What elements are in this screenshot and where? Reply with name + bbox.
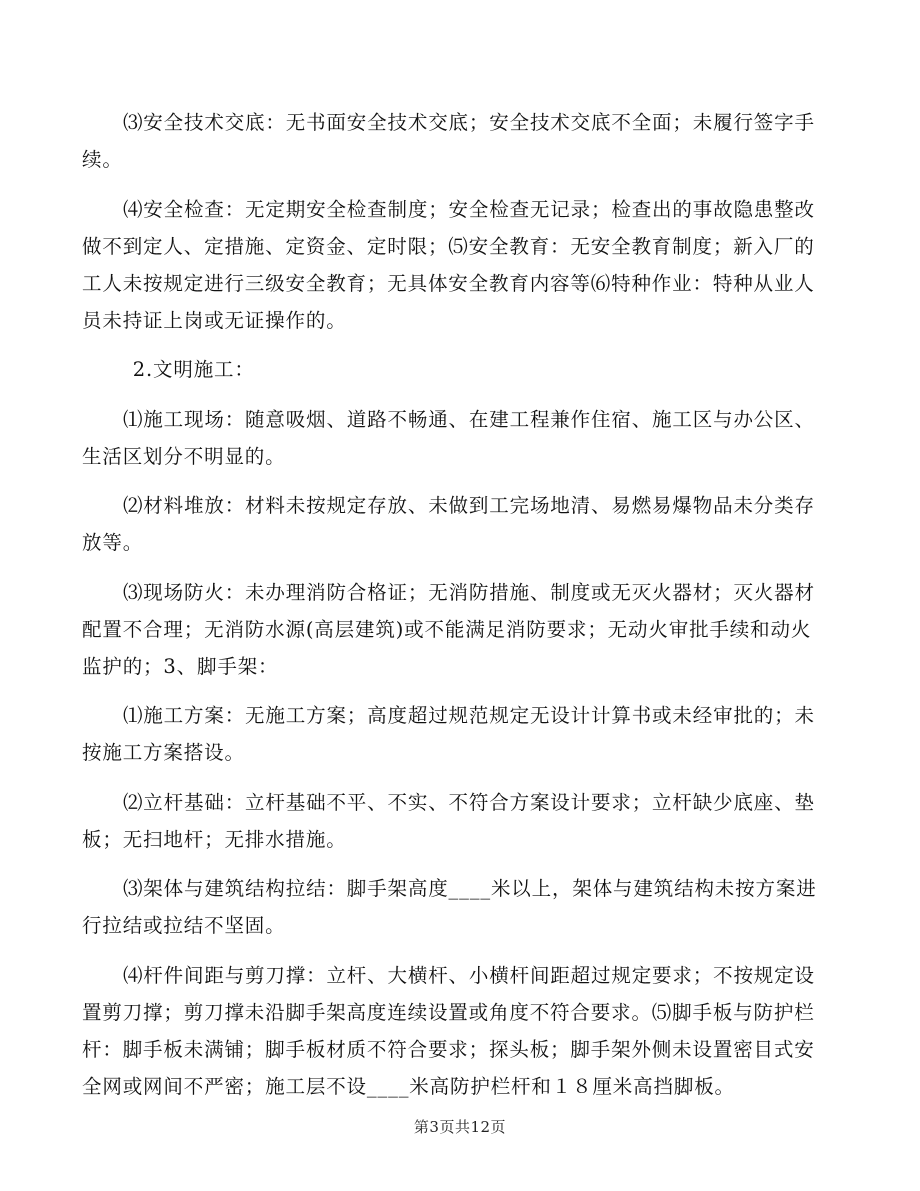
- paragraph-safety-inspection: ⑷安全检查：无定期安全检查制度；安全检查无记录；检查出的事故隐患整改做不到定人、定措施、定资金、定时限；⑸安全教育：无安全教育制度；新入厂的工人未按规定进行三级安全教育；无具体安全教育内容等⑹特种作业：特种从业人员未持证上岗或无证操作的。: [82, 197, 815, 332]
- paragraph-fire-prevention: ⑶现场防火：未办理消防合格证；无消防措施、制度或无灭火器材；灭火器材配置不合理；无消防水源(高层建筑)或不能满足消防要求；无动火审批手续和动火监护的；3、脚手架：: [82, 580, 815, 678]
- page-number: 第3页共12页: [413, 1118, 507, 1136]
- paragraph-frame-tie: ⑶架体与建筑结构拉结：脚手架高度____米以上，架体与建筑结构未按方案进行拉结或拉结不坚固。: [82, 877, 817, 937]
- paragraph-material-stacking: ⑵材料堆放：材料未按规定存放、未做到工完场地清、易燃易爆物品未分类存放等。: [82, 494, 815, 554]
- paragraph-construction-site: ⑴施工现场：随意吸烟、道路不畅通、在建工程兼作住宿、施工区与办公区、生活区划分不明显的。: [82, 407, 815, 468]
- section-heading-civilized-construction: 2.文明施工：: [132, 358, 255, 381]
- document-body: [82, 104, 828, 1117]
- paragraph-pole-foundation: ⑵立杆基础：立杆基础不平、不实、不符合方案设计要求；立杆缺少底座、垫板；无扫地杆；无排水措施。: [82, 790, 815, 851]
- paragraph-safety-briefing: ⑶安全技术交底：无书面安全技术交底；安全技术交底不全面；未履行签字手续。: [82, 111, 815, 171]
- paragraph-member-spacing: ⑷杆件间距与剪刀撑：立杆、大横杆、小横杆间距超过规定要求；不按规定设置剪刀撑；剪刀撑未沿脚手架高度连续设置或角度不符合要求。⑸脚手板与防护栏杆：脚手板未满铺；脚手板材质不符合要求；探头板；脚手架外侧未设置密目式安全网或网间不严密；施工层不设____米高防护栏杆和１８厘米高挡脚板。: [82, 963, 815, 1098]
- paragraph-construction-plan: ⑴施工方案：无施工方案；高度超过规范规定无设计计算书或未经审批的；未按施工方案搭设。: [82, 704, 815, 764]
